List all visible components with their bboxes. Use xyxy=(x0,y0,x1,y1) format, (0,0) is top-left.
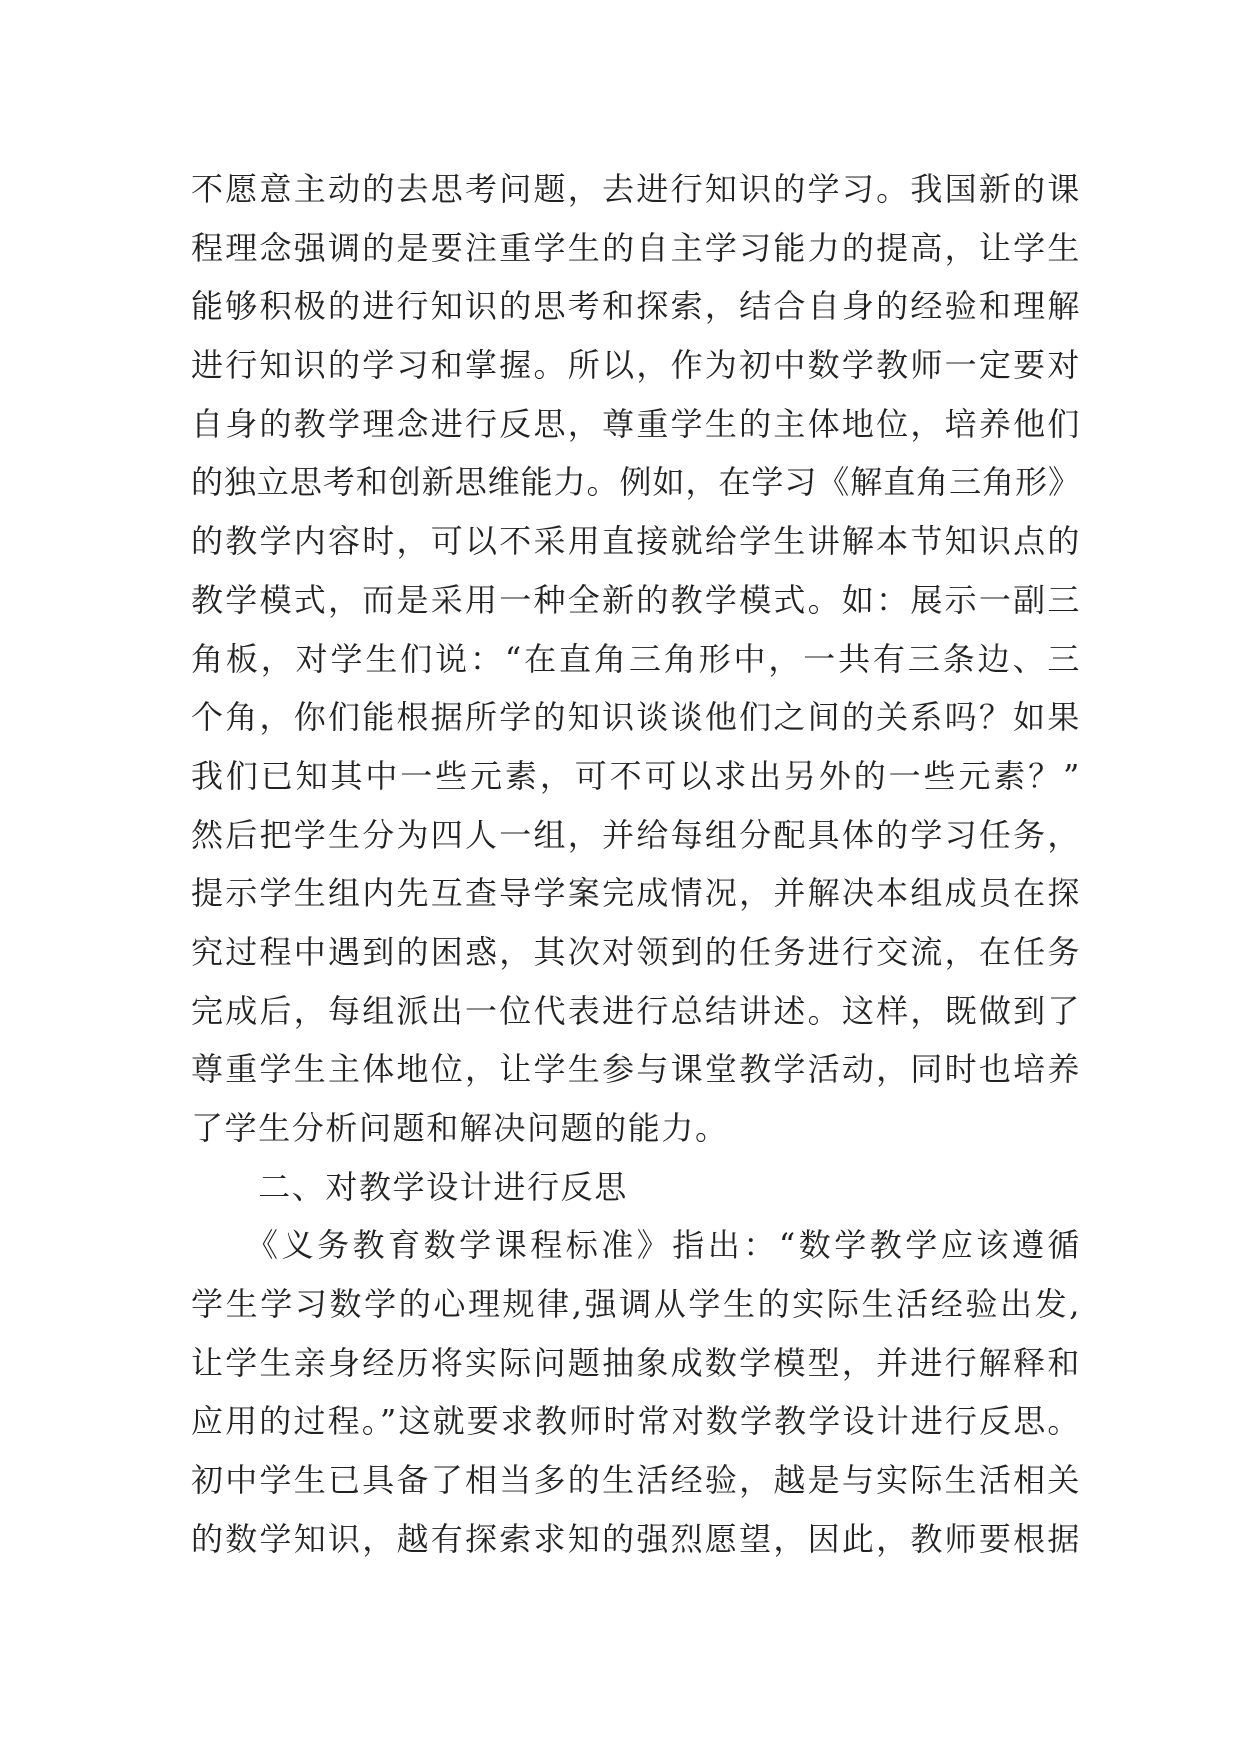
text-line: 学生学习数学的心理规律,强调从学生的实际生活经验出发, xyxy=(191,1285,1081,1324)
text-line: 我们已知其中一些元素，可不可以求出另外的一些元素？” xyxy=(191,756,1081,795)
text-line: 进行知识的学习和掌握。所以，作为初中数学教师一定要对 xyxy=(191,346,1081,385)
text-line: 然后把学生分为四人一组，并给每组分配具体的学习任务， xyxy=(191,815,1081,854)
body-text xyxy=(191,160,1081,1569)
text-line: 了学生分析问题和解决问题的能力。 xyxy=(191,1109,729,1147)
text-line: 个角，你们能根据所学的知识谈谈他们之间的关系吗？如果 xyxy=(191,698,1081,737)
text-line: 的教学内容时，可以不采用直接就给学生讲解本节知识点的 xyxy=(191,522,1081,561)
text-line: 究过程中遇到的困惑，其次对领到的任务进行交流，在任务 xyxy=(191,932,1081,971)
text-line: 《义务教育数学课程标准》指出：“数学教学应该遵循 xyxy=(191,1226,1081,1265)
text-line: 二、对教学设计进行反思 xyxy=(191,1167,628,1206)
text-line: 程理念强调的是要注重学生的自主学习能力的提高，让学生 xyxy=(191,228,1081,267)
text-line: 教学模式，而是采用一种全新的教学模式。如：展示一副三 xyxy=(191,580,1081,619)
text-line: 不愿意主动的去思考问题，去进行知识的学习。我国新的课 xyxy=(191,170,1081,208)
text-line: 提示学生组内先互查导学案完成情况，并解决本组成员在探 xyxy=(191,874,1081,913)
text-line: 能够积极的进行知识的思考和探索，结合自身的经验和理解 xyxy=(191,287,1081,326)
text-line: 的数学知识，越有探索求知的强烈愿望，因此，教师要根据 xyxy=(191,1519,1081,1558)
text-line: 自身的教学理念进行反思，尊重学生的主体地位，培养他们 xyxy=(191,404,1081,443)
text-line: 尊重学生主体地位，让学生参与课堂教学活动，同时也培养 xyxy=(191,1050,1081,1089)
text-line: 应用的过程。”这就要求教师时常对数学教学设计进行反思。 xyxy=(191,1402,1081,1441)
text-line: 角板，对学生们说：“在直角三角形中，一共有三条边、三 xyxy=(191,639,1081,678)
text-line: 的独立思考和创新思维能力。例如，在学习《解直角三角形》 xyxy=(191,463,1081,502)
text-line: 完成后，每组派出一位代表进行总结讲述。这样，既做到了 xyxy=(191,991,1081,1030)
text-line: 让学生亲身经历将实际问题抽象成数学模型，并进行解释和 xyxy=(191,1343,1081,1382)
text-line: 初中学生已具备了相当多的生活经验，越是与实际生活相关 xyxy=(191,1461,1081,1500)
